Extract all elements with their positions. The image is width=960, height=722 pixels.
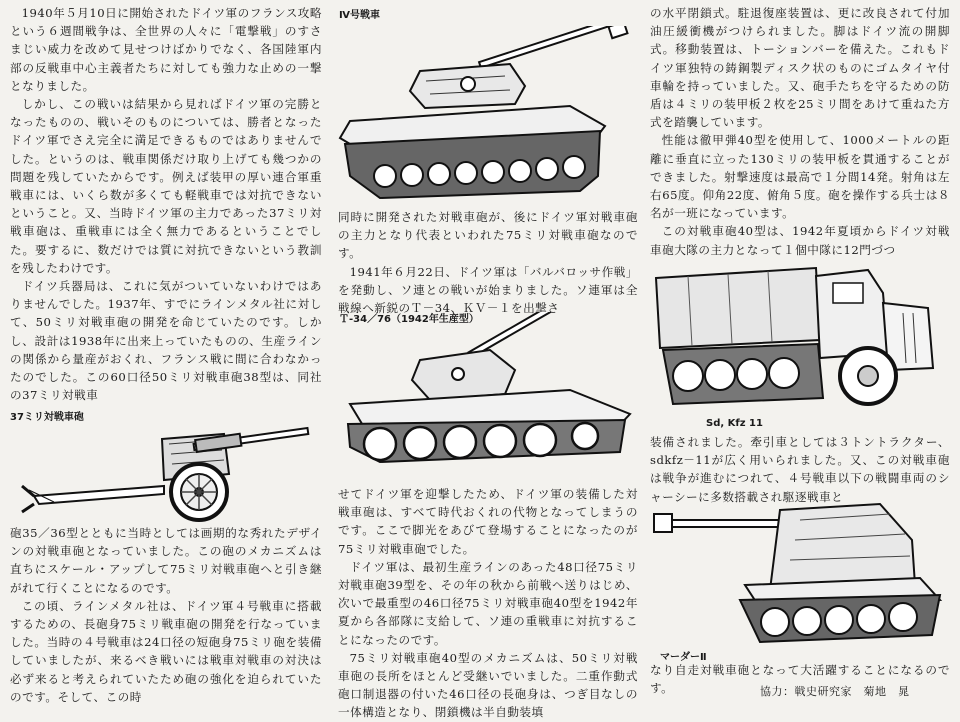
halftrack-caption: Sd, Kfz 11 [706,418,763,429]
right-column-mid [650,433,950,506]
paragraph: 1940年５月10日に開始されたドイツ軍のフランス攻略という６週間戦争は、全世界の人々に「電撃戦」のすさまじい威力を改めて見せつけばかりでなく、各国陸軍内部の反戦車中心主義者たちに対しても強力な止めの一撃となりました。 [10,6,322,93]
paragraph: 性能は徹甲弾40型を使用して、1000メートルの距離に垂直に立った130ミリの装甲板を貫通することができました。射撃速度は最高で１分間14発。射角は左右65度。仰角22度、俯角５度。砲を操作する兵士は８名が一班になっています。 [650,133,950,221]
credit-line: 協力：戦史研究家 菊地 晁 [760,685,910,698]
t34-illustration [340,312,640,477]
paragraph: この対戦車砲40型は、1942年夏頃からドイツ対戦車砲大隊の主力となって１個中隊に12門づつ [650,224,950,257]
paragraph: 75ミリ対戦車砲40型のメカニズムは、50ミリ対戦車砲の長所をほとんど受継いでいました。二重作動式砲口制退器の付いた46口径の長砲身は、つぎ目なしの一体構造となり、閉鎖機は半自動装填 [338,650,638,720]
panzer-iv-illustration [330,26,640,206]
antitank-gun-illustration [14,414,314,524]
halftrack-illustration [648,258,943,418]
marder-caption: マーダーⅡ [660,652,707,663]
middle-column-bottom [338,485,638,722]
paragraph: 砲35／36型とともに当時としては画期的な秀れたデザインの対戦車砲となっていました。この砲のメカニズムは直ちにスケール・アップして75ミリ対戦車砲へと引き継がれて行くことになるのです。 [10,526,322,595]
panzer-iv-caption: Ⅳ号戦車 [339,10,380,21]
paragraph: せてドイツ軍を迎撃したため、ドイツ軍の装備した対戦車砲は、すべて時代おくれの代物となってしまうのです。ここで脚光をあびて登場することになったのが75ミリ対戦車砲でした。 [338,487,638,556]
left-column-bottom [10,524,322,706]
paragraph: ドイツ兵器局は、これに気がついていないわけではありませんでした。1937年、すでにラインメタル社に対して、50ミリ対戦車砲の開発を命じていたのです。しかし、設計は1938年に出来上っていたものの、生産ラインの関係から量産がおくれ、フランス戦に間に合わなかったのでした。この60口径50ミリ対戦車砲38型は、同社の37ミリ対戦車 [10,279,322,403]
paragraph: の水平閉鎖式。駐退復座装置は、更に改良されて付加油圧緩衝機がつけられました。脚はドイツ流の開脚式。移動装置は、トーションバーを備えた。これもドイツ軍独特の鋳鋼製ディスク状のものにゴムタイヤ付車輪を持っていました。又、砲手たちを守るための防盾は４ミリの装甲板２枚を25ミリ間をあけて重ねた方式を踏襲しています。 [650,6,950,130]
left-top-text [10,4,322,404]
antitank-gun-caption: 37ミリ対戦車砲 [10,412,84,423]
t34-caption: Ｔ-34／76（1942年生産型） [339,314,479,325]
paragraph: 同時に開発された対戦車砲が、後にドイツ軍対戦車砲の主力となり代表といわれた75ミリ対戦車砲なのです。 [338,210,638,261]
marder-illustration [650,500,950,650]
paragraph: 1941年６月22日、ドイツ軍は「バルバロッサ作戦」を発動し、ソ連との戦いが始まりました。ソ連軍は全戦線へ新鋭のＴ－34、ＫＶ－１を出撃さ [338,264,638,316]
right-last-line: なり自走対戦車砲となって大活躍することになるのです。 [650,663,950,696]
paragraph: しかし、この戦いは結果から見ればドイツ軍の完勝となったものの、戦いそのものについては、勝者となったドイツ軍でさえ完全に満足できるものではありませんでした。というのは、戦車関係だけ取り上げても幾つかの問題を残していたからです。例えば装甲の厚い連合軍重戦車には、いくら数が多くても軽戦車では対抗できないということ。又、当時ドイツ軍の主力であった37ミリ対戦車砲は、重戦車には全く無力であるということでした。要するに、数だけでは質に対抗できないという教訓を残したわけです。 [10,97,322,275]
middle-column [338,208,638,317]
paragraph: ドイツ軍は、最初生産ラインのあった48口径75ミリ対戦車砲39型を、その年の秋から前戦へ送りはじめ、次いで最重型の46口径75ミリ対戦車砲40型を1942年夏から各部隊に支給して、ソ連の重戦車に対抗することになったのです。 [338,559,638,647]
left-column [10,0,322,404]
paragraph: この頃、ラインメタル社は、ドイツ軍４号戦車に搭載するための、長砲身75ミリ戦車砲の開発を行なっていました。当時の４号戦車は24口径の短砲身75ミリ砲を装備していましたが、来るべき戦いには戦車対戦車の対決は必ず来ると考えられていたため砲の強化を迫られていたのです。そして、この時 [10,598,322,704]
right-column [650,4,950,259]
paragraph: 装備されました。牽引車としては３トントラクター、sdkfz－11が広く用いられました。又、この対戦車砲は戦争が進むにつれて、４号戦車以下の戦闘車両のシャーシーに多数搭載され駆逐戦車と [650,435,950,504]
